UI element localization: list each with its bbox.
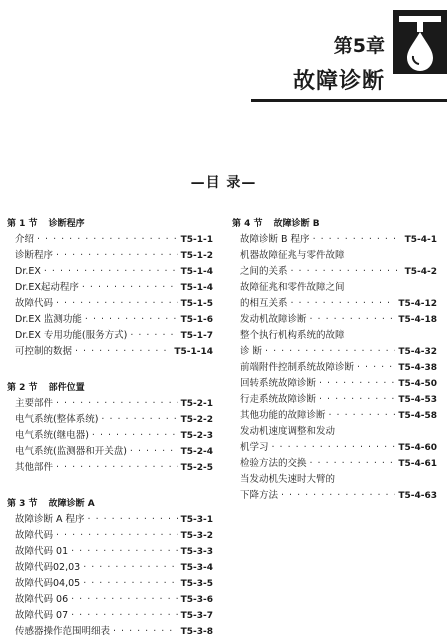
entry-label: Dr.EX起动程序 [15,282,79,293]
entry-label: 之间的关系 [240,266,288,277]
entry-label: 故障代码04,05 [15,578,81,589]
toc-entry[interactable] [15,460,213,476]
toc-entry[interactable] [240,360,437,376]
toc-entry[interactable] [15,428,213,444]
chapter-logo [393,10,447,74]
dot-leader [357,360,395,376]
dot-leader [313,232,402,248]
dot-leader [85,312,178,328]
dot-leader [71,592,177,608]
section-number: 第 1 节 [7,219,38,229]
page-code: T5-4-38 [398,363,437,373]
entry-label: 传感器操作范围明细表 [15,626,111,637]
section-number: 第 4 节 [232,219,263,229]
entry-label: 机器故障征兆与零件故障 [240,250,345,261]
entry-label: 发动机速度调整和发动 [240,426,336,437]
toc-entry[interactable] [240,232,437,248]
page-code: T5-4-58 [398,411,437,421]
page-code: T5-2-1 [180,399,213,409]
page-code: T5-2-3 [180,431,213,441]
toc-entry[interactable] [240,456,437,472]
chapter-title: 故障诊断 [292,69,385,94]
page-code: T5-3-1 [180,515,213,525]
page-code: T5-3-5 [180,579,213,589]
toc-entry[interactable] [15,512,213,528]
page-code: T5-3-6 [180,595,213,605]
entry-label: 发动机故障诊断 [240,314,307,325]
page-code: T5-1-1 [180,235,213,245]
toc-title: —目 录— [190,175,257,191]
toc-entry[interactable] [15,312,213,328]
dot-leader [56,296,178,312]
dot-leader [83,576,177,592]
page-code: T5-4-53 [398,395,437,405]
toc-entry[interactable] [15,576,213,592]
section-title: 诊断程序 [48,219,85,229]
dot-leader [71,608,177,624]
page-code: T5-3-2 [180,531,213,541]
entry-label: 其他部件 [15,462,54,473]
toc-entry[interactable] [240,296,437,312]
entry-label: 故障诊断 B 程序 [240,234,310,245]
toc-entry[interactable] [240,344,437,360]
toc-entry[interactable] [15,560,213,576]
page-code: T5-3-8 [180,627,213,637]
entry-label: 介绍 [15,234,35,245]
dot-leader [265,344,395,360]
dot-leader [83,560,177,576]
entry-label: 行走系统故障诊断 [240,394,317,405]
dot-leader [56,248,178,264]
page-code: T5-4-63 [398,491,437,501]
dot-leader [82,280,178,296]
dot-leader [92,428,178,444]
toc-entry[interactable] [15,544,213,560]
toc-entry-line [240,472,437,488]
toc-entry[interactable] [15,344,213,360]
page-code: T5-1-5 [180,299,213,309]
dot-leader [56,460,178,476]
dot-leader [272,440,396,456]
entry-label: Dr.EX 专用功能(服务方式) [15,330,128,341]
toc-entry-line [240,424,437,440]
toc-entry-line [240,280,437,296]
entry-label: 故障代码 06 [15,594,69,605]
page-code: T5-1-4 [180,267,213,277]
toc-entry[interactable] [15,264,213,280]
entry-label: 回转系统故障诊断 [240,378,317,389]
dot-leader [281,488,395,504]
entry-label: 诊 断 [240,346,263,357]
page-code: T5-4-1 [404,235,437,245]
toc-entry[interactable] [15,412,213,428]
toc-entry[interactable] [15,396,213,412]
toc-entry[interactable] [15,280,213,296]
toc-entry[interactable] [15,232,213,248]
page-code: T5-1-4 [180,283,213,293]
toc-right-column [232,216,437,504]
section-title: 故障诊断 A [48,499,95,509]
page-code: T5-2-4 [180,447,213,457]
dot-leader [44,264,178,280]
entry-label: 电气系统(监测器和开关盘) [15,446,127,457]
entry-label: Dr.EX [15,266,41,277]
page-code: T5-1-14 [174,347,213,357]
dot-leader [319,376,395,392]
dot-leader [130,444,178,460]
page-code: T5-1-6 [180,315,213,325]
entry-label: 主要部件 [15,398,54,409]
dot-leader [329,408,396,424]
entry-label: 故障代码02,03 [15,562,81,573]
section-title: 部件位置 [48,383,85,393]
page-code: T5-4-60 [398,443,437,453]
entry-label: 故障代码 [15,530,54,541]
dot-leader [88,512,178,528]
spacer [7,360,213,380]
page-code: T5-4-18 [398,315,437,325]
toc-entry[interactable] [15,328,213,344]
dot-leader [113,624,178,640]
page-code: T5-4-61 [398,459,437,469]
dot-leader [291,264,402,280]
dot-leader [37,232,178,248]
oil-drop-icon [393,10,447,74]
entry-label: 电气系统(继电器) [15,430,89,441]
page-code: T5-2-2 [180,415,213,425]
entry-label: 其他功能的故障诊断 [240,410,326,421]
page-code: T5-2-5 [180,463,213,473]
section-number: 第 2 节 [7,383,38,393]
dot-leader [310,312,396,328]
section-heading [7,496,213,512]
toc-entry[interactable] [15,444,213,460]
toc-entry[interactable] [15,608,213,624]
section-heading [232,216,437,232]
section-title: 故障诊断 B [273,219,320,229]
entry-label: 可控制的数据 [15,346,73,357]
toc-entry-line [240,328,437,344]
toc-entry-line [240,248,437,264]
dot-leader [75,344,171,360]
dot-leader [291,296,396,312]
dot-leader [130,328,177,344]
entry-label: 故障代码 [15,298,54,309]
toc-entry[interactable] [15,528,213,544]
page-code: T5-4-50 [398,379,437,389]
page-code: T5-4-12 [398,299,437,309]
entry-label: 检验方法的交换 [240,458,307,469]
toc-entry[interactable] [15,296,213,312]
entry-label: 诊断程序 [15,250,54,261]
entry-label: 前端附件控制系统故障诊断 [240,362,355,373]
toc-entry[interactable] [240,440,437,456]
entry-label: 整个执行机构系统的故障 [240,330,345,341]
entry-label: 的相互关系 [240,298,288,309]
dot-leader [310,456,396,472]
page-code: T5-1-2 [180,251,213,261]
dot-leader [101,412,177,428]
entry-label: 电气系统(整体系统) [15,414,99,425]
page-code: T5-4-32 [398,347,437,357]
toc-entry[interactable] [240,312,437,328]
dot-leader [319,392,395,408]
toc-entry[interactable] [15,624,213,640]
page-code: T5-3-3 [180,547,213,557]
entry-label: 故障代码 01 [15,546,69,557]
chapter-number: 第5章 [333,35,385,57]
dot-leader [71,544,177,560]
section-heading [7,380,213,396]
entry-label: 故障征兆和零件故障之间 [240,282,345,293]
toc-entry[interactable] [240,376,437,392]
page-code: T5-1-7 [180,331,213,341]
section-number: 第 3 节 [7,499,38,509]
dot-leader [56,528,178,544]
page-code: T5-4-2 [404,267,437,277]
dot-leader [56,396,178,412]
entry-label: 下降方法 [240,490,279,501]
toc-entry[interactable] [15,592,213,608]
header-rule [251,99,447,102]
toc-entry[interactable] [240,264,437,280]
page-code: T5-3-4 [180,563,213,573]
entry-label: Dr.EX 监测功能 [15,314,82,325]
entry-label: 当发动机失速时大臂的 [240,474,336,485]
toc-entry[interactable] [15,248,213,264]
section-heading [7,216,213,232]
spacer [7,476,213,496]
toc-left-column [7,216,213,640]
entry-label: 机学习 [240,442,269,453]
page-code: T5-3-7 [180,611,213,621]
entry-label: 故障代码 07 [15,610,69,621]
toc-entry[interactable] [240,408,437,424]
toc-entry[interactable] [240,488,437,504]
entry-label: 故障诊断 A 程序 [15,514,85,525]
toc-entry[interactable] [240,392,437,408]
